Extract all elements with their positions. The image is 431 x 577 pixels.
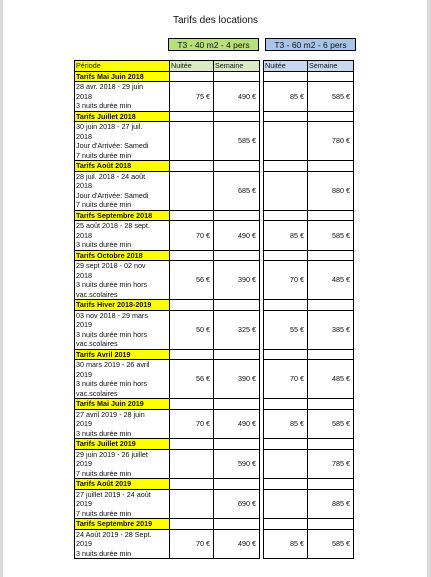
table-row [75,489,354,519]
table-row [75,449,354,479]
period-details [75,449,170,479]
period-detail-line: 24 Août 2019 - 28 Sept. [76,529,152,539]
table-row [75,261,354,300]
period-detail-line: 27 avril 2019 - 28 juin [76,409,145,419]
price-semaine-a: 585 € [214,122,260,161]
empty-cell [308,111,354,122]
price-semaine-b: 585 € [308,82,354,112]
period-detail-line: 3 nuits durée min [76,240,132,249]
period-detail-line: 7 nuits durée min [76,468,132,478]
empty-cell [214,519,260,530]
price-nuitee-a [170,449,214,479]
empty-cell [264,479,308,490]
category-header-t3-60m2: T3 - 60 m2 - 6 pers [265,38,356,51]
price-semaine-a: 490 € [214,82,260,112]
period-detail-line: 2018 [76,230,92,240]
period-detail-line: 2018 [76,270,92,280]
price-nuitee-b: 85 € [264,82,308,112]
price-semaine-a: 490 € [214,529,260,559]
period-details [75,529,170,559]
empty-cell [214,111,260,122]
section-title: Tarifs Juillet 2019 [75,439,170,450]
section-title: Tarifs Mai Juin 2018 [75,71,170,82]
section-title: Tarifs Juillet 2018 [75,111,170,122]
price-semaine-a: 325 € [214,310,260,349]
period-detail-line: 29 sept 2018 - 02 nov [76,261,146,270]
column-header-nuitee-a: Nuitée [170,61,214,72]
period-details [75,171,170,210]
period-detail-line: 30 juin 2018 - 27 juil. [76,122,143,131]
empty-cell [170,71,214,82]
period-detail-line: 2019 [76,499,92,508]
period-detail-line: 27 juillet 2019 - 24 août [76,489,151,499]
price-nuitee-b: 85 € [264,409,308,439]
price-semaine-b: 585 € [308,409,354,439]
period-detail-line: 28 avr. 2018 - 29 juin [76,82,144,91]
price-nuitee-a: 50 € [170,310,214,349]
section-title-row [75,349,354,360]
period-details [75,409,170,439]
price-nuitee-a: 56 € [170,360,214,399]
price-semaine-a: 690 € [214,489,260,519]
empty-cell [170,439,214,450]
empty-cell [170,399,214,410]
empty-cell [170,300,214,311]
empty-cell [170,479,214,490]
price-nuitee-b: 70 € [264,261,308,300]
empty-cell [214,210,260,221]
section-title-row [75,300,354,311]
period-detail-line: 3 nuits durée min hors [76,329,148,339]
section-title-row [75,479,354,490]
empty-cell [264,161,308,172]
section-title: Tarifs Août 2018 [75,161,170,172]
table-header-row [75,61,354,72]
price-nuitee-a [170,171,214,210]
period-details [75,310,170,349]
period-detail-line: 3 nuits durée min [76,428,132,438]
price-semaine-b: 485 € [308,360,354,399]
period-detail-line: 2018 [76,131,92,141]
table-row [75,310,354,349]
section-title: Tarifs Mai Juin 2019 [75,399,170,410]
empty-cell [170,250,214,261]
period-details [75,82,170,112]
price-nuitee-a: 70 € [170,529,214,559]
column-header-periode: Période [75,61,170,72]
price-nuitee-b: 85 € [264,221,308,251]
rates-table [74,60,354,559]
empty-cell [214,439,260,450]
price-nuitee-b [264,122,308,161]
column-header-semaine-b: Semaine [308,61,354,72]
period-detail-line: 2018 [76,91,92,101]
price-nuitee-b: 55 € [264,310,308,349]
empty-cell [308,300,354,311]
empty-cell [214,399,260,410]
price-semaine-b: 485 € [308,261,354,300]
column-header-semaine-a: Semaine [214,61,260,72]
empty-cell [264,349,308,360]
section-title: Tarifs Septembre 2018 [75,210,170,221]
period-detail-line: 2019 [76,320,92,329]
empty-cell [264,439,308,450]
empty-cell [308,349,354,360]
price-semaine-b: 785 € [308,449,354,479]
period-detail-line: 3 nuits durée min hors [76,379,148,388]
period-detail-line: 7 nuits durée min [76,200,132,209]
period-details [75,122,170,161]
empty-cell [308,210,354,221]
rates-table-wrapper [74,60,354,559]
period-detail-line: 25 août 2018 - 28 sept. [76,221,150,230]
price-semaine-a: 590 € [214,449,260,479]
period-details [75,360,170,399]
period-detail-line: 3 nuits durée min [76,101,132,110]
section-title-row [75,111,354,122]
page-edge-left [0,0,3,577]
section-title-row [75,519,354,530]
empty-cell [170,210,214,221]
section-title: Tarifs Septembre 2019 [75,519,170,530]
period-detail-line: 7 nuits durée min [76,508,132,518]
price-semaine-b: 585 € [308,529,354,559]
empty-cell [214,250,260,261]
price-nuitee-a: 56 € [170,261,214,300]
price-semaine-b: 385 € [308,310,354,349]
page-title: Tarifs des locations [172,15,259,26]
price-nuitee-a: 70 € [170,409,214,439]
price-semaine-a: 390 € [214,261,260,300]
empty-cell [308,399,354,410]
price-semaine-a: 685 € [214,171,260,210]
table-row [75,122,354,161]
page-edge-right [427,0,431,577]
price-semaine-b: 585 € [308,221,354,251]
price-nuitee-a [170,122,214,161]
table-row [75,171,354,210]
period-details [75,221,170,251]
period-detail-line: vac.scolaires [76,289,118,299]
empty-cell [264,111,308,122]
period-details [75,489,170,519]
empty-cell [170,349,214,360]
price-semaine-a: 390 € [214,360,260,399]
table-row [75,82,354,112]
price-nuitee-a [170,489,214,519]
section-title: Tarifs Hiver 2018-2019 [75,300,170,311]
price-semaine-a: 490 € [214,221,260,251]
empty-cell [308,250,354,261]
table-row [75,409,354,439]
empty-cell [214,161,260,172]
table-row [75,221,354,251]
period-detail-line: Jour d'Arrivée: Samedi [76,190,149,200]
rates-table-body [75,61,354,559]
empty-cell [264,519,308,530]
empty-cell [170,111,214,122]
period-detail-line: vac.scolaires [76,388,118,398]
empty-cell [264,210,308,221]
empty-cell [308,479,354,490]
empty-cell [308,161,354,172]
table-row [75,529,354,559]
column-header-nuitee-b: Nuitée [264,61,308,72]
empty-cell [214,71,260,82]
period-detail-line: 7 nuits durée min [76,150,132,160]
period-detail-line: 2019 [76,539,92,548]
period-detail-line: 03 nov 2018 - 29 mars [76,310,148,320]
section-title: Tarifs Août 2019 [75,479,170,490]
empty-cell [170,519,214,530]
empty-cell [308,71,354,82]
price-semaine-a: 490 € [214,409,260,439]
price-nuitee-b: 70 € [264,360,308,399]
empty-cell [214,300,260,311]
price-nuitee-b [264,489,308,519]
period-detail-line: 29 juin 2019 - 26 juillet [76,449,148,459]
empty-cell [214,479,260,490]
empty-cell [214,349,260,360]
empty-cell [170,161,214,172]
section-title-row [75,399,354,410]
section-title-row [75,161,354,172]
period-detail-line: 3 nuits durée min hors [76,280,148,289]
period-detail-line: 3 nuits durée min [76,548,132,558]
price-nuitee-b: 85 € [264,529,308,559]
price-nuitee-b [264,449,308,479]
empty-cell [308,519,354,530]
category-header-t3-40m2: T3 - 40 m2 - 4 pers [168,38,259,51]
period-detail-line: 2018 [76,181,92,190]
period-detail-line: 28 juil. 2018 - 24 août [76,171,146,181]
empty-cell [264,250,308,261]
price-nuitee-a: 75 € [170,82,214,112]
period-detail-line: 30 mars 2019 - 26 avril [76,360,150,369]
price-semaine-b: 780 € [308,122,354,161]
price-semaine-b: 880 € [308,171,354,210]
price-semaine-b: 885 € [308,489,354,519]
empty-cell [264,71,308,82]
period-details [75,261,170,300]
period-detail-line: 2019 [76,459,92,468]
period-detail-line: Jour d'Arrivée: Samedi [76,141,149,150]
period-detail-line: vac.scolaires [76,339,118,348]
section-title-row [75,71,354,82]
empty-cell [264,399,308,410]
period-detail-line: 2019 [76,419,92,428]
section-title: Tarifs Octobre 2018 [75,250,170,261]
price-nuitee-a: 70 € [170,221,214,251]
empty-cell [264,300,308,311]
price-nuitee-b [264,171,308,210]
section-title-row [75,210,354,221]
section-title-row [75,250,354,261]
empty-cell [308,439,354,450]
section-title-row [75,439,354,450]
period-detail-line: 2019 [76,369,92,379]
section-title: Tarifs Avril 2019 [75,349,170,360]
table-row [75,360,354,399]
